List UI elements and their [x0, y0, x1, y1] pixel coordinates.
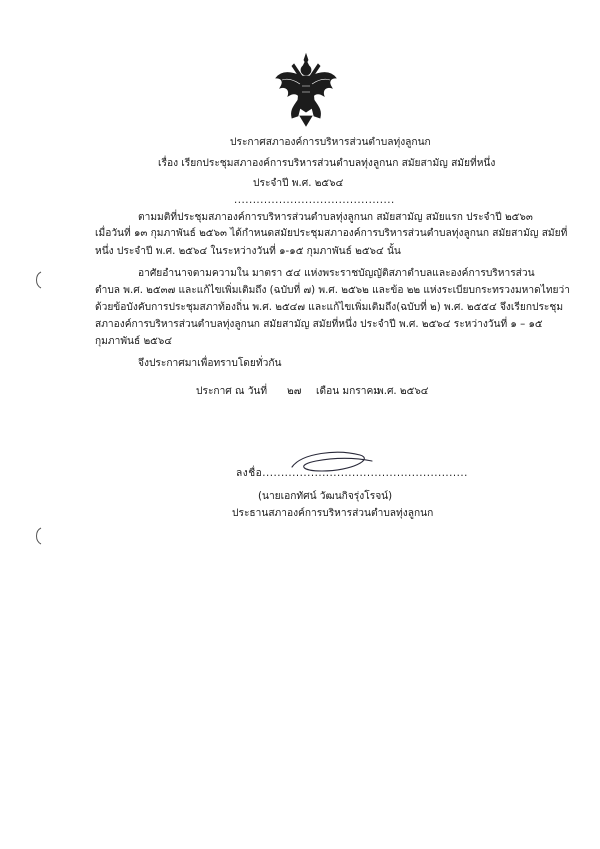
body-para1-line2: เมื่อวันที่ ๑๓ กุมภาพันธ์ ๒๕๖๓ ได้กำหนดสมัยประชุมสภาองค์การบริหารส่วนตำบลทุ่งลูกนก สมัยสามัญ สมัยที่ — [95, 228, 568, 239]
announcement-year: ประจำปี พ.ศ. ๒๕๖๔ — [253, 178, 344, 189]
body-para2-line2: ตำบล พ.ศ. ๒๕๓๗ และแก้ไขเพิ่มเติมถึง (ฉบับที่ ๗) พ.ศ. ๒๕๖๒ และข้อ ๒๒ แห่งระเบียบกระทรวงมหาดไทยว่า — [95, 285, 570, 296]
announce-label: ประกาศ ณ วันที่ — [196, 386, 268, 397]
body-para2-line1: อาศัยอำนาจตามความใน มาตรา ๕๔ แห่งพระราชบัญญัติสภาตำบลและองค์การบริหารส่วน — [138, 268, 535, 279]
announcement-subject: เรื่อง เรียกประชุมสภาองค์การบริหารส่วนตำบลทุ่งลูกนก สมัยสามัญ สมัยที่หนึ่ง — [158, 158, 496, 169]
announcement-title: ประกาศสภาองค์การบริหารส่วนตำบลทุ่งลูกนก — [230, 137, 431, 148]
body-para1-line1: ตามมติที่ประชุมสภาองค์การบริหารส่วนตำบลทุ่งลูกนก สมัยสามัญ สมัยแรก ประจำปี ๒๕๖๓ — [138, 212, 533, 223]
announce-month: เดือน มกราคม — [316, 386, 381, 397]
body-para2-line4: สภาองค์การบริหารส่วนตำบลทุ่งลูกนก สมัยสามัญ สมัยที่หนึ่ง ประจำปี พ.ศ. ๒๕๖๔ ระหว่างวันที่ ๑ – ๑๕ — [95, 319, 543, 330]
garuda-emblem-icon — [274, 52, 338, 128]
signer-position: ประธานสภาองค์การบริหารส่วนตำบลทุ่งลูกนก — [232, 508, 434, 519]
separator-line: ........................................... — [234, 195, 395, 206]
sign-line: ลงชื่อ....................................................... — [236, 468, 468, 479]
body-para2-line3: ด้วยข้อบังคับการประชุมสภาท้องถิ่น พ.ศ. ๒๕๔๗ และแก้ไขเพิ่มเติมถึง(ฉบับที่ ๒) พ.ศ. ๒๕๕๔ จึงเรียกประชุม — [95, 302, 564, 313]
signer-name: (นายเอกทัศน์ วัฒนกิจรุ่งโรจน์) — [258, 491, 393, 502]
body-para3: จึงประกาศมาเพื่อทราบโดยทั่วกัน — [138, 358, 282, 369]
announce-year: พ.ศ. ๒๕๖๔ — [377, 386, 429, 397]
body-para2-line5: กุมภาพันธ์ ๒๕๖๔ — [95, 336, 173, 347]
body-para1-line3: หนึ่ง ประจำปี พ.ศ. ๒๕๖๔ ในระหว่างวันที่ ๑-๑๕ กุมภาพันธ์ ๒๕๖๔ นั้น — [95, 246, 401, 257]
punch-hole-mark-icon — [33, 527, 43, 545]
announce-day: ๒๗ — [287, 386, 302, 397]
punch-hole-mark-icon — [33, 271, 43, 289]
